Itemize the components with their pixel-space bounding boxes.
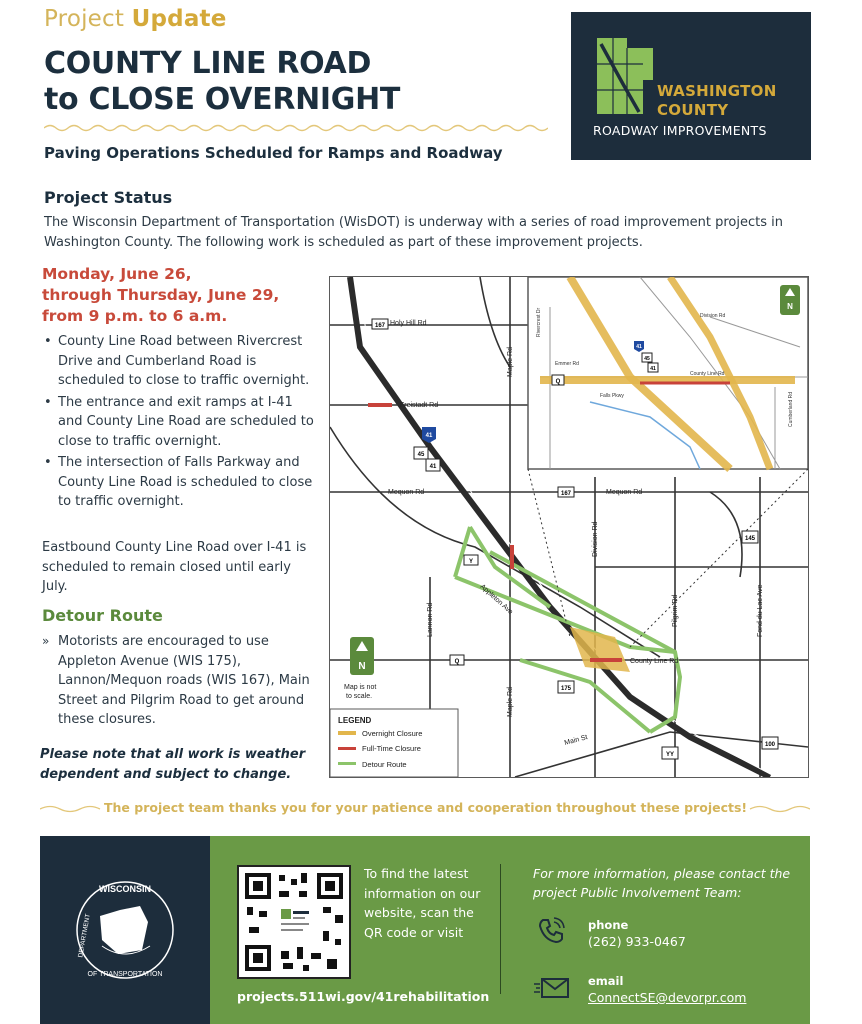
- title-line-2: to CLOSE OVERNIGHT: [44, 82, 401, 117]
- svg-text:Division Rd: Division Rd: [592, 521, 599, 557]
- thanks-message: The project team thanks you for your patience and cooperation throughout these projects!: [104, 800, 748, 815]
- svg-text:Pilgrim Rd: Pilgrim Rd: [672, 594, 679, 627]
- svg-text:Maple Rd: Maple Rd: [507, 687, 514, 717]
- inset-north-arrow-icon: [780, 285, 800, 315]
- project-website-link[interactable]: projects.511wi.gov/41rehabilitation: [237, 989, 490, 1004]
- svg-text:N: N: [358, 661, 366, 672]
- svg-text:Rivercrest Dr: Rivercrest Dr: [536, 307, 542, 337]
- schedule-dates: Monday, June 26, through Thursday, June 29, from 9 p.m. to 6 a.m.: [42, 265, 280, 325]
- closure-list: [44, 332, 316, 514]
- svg-text:Detour Route: Detour Route: [362, 760, 407, 769]
- svg-text:LEGEND: LEGEND: [338, 716, 372, 725]
- svg-text:Mequon Rd: Mequon Rd: [388, 489, 425, 496]
- svg-text:Division Rd: Division Rd: [700, 313, 726, 319]
- svg-text:DEPARTMENT: DEPARTMENT: [77, 913, 92, 959]
- washington-county-logo: [571, 12, 811, 160]
- logo-tagline: ROADWAY IMPROVEMENTS: [593, 123, 767, 138]
- svg-text:County Line Rd: County Line Rd: [630, 658, 679, 665]
- email-label: email: [588, 974, 624, 988]
- svg-text:41: 41: [650, 366, 656, 372]
- svg-text:YY: YY: [665, 752, 675, 758]
- svg-text:Lannon Rd: Lannon Rd: [427, 602, 434, 637]
- svg-text:Map is not: Map is not: [344, 684, 377, 691]
- email-icon: [534, 976, 570, 1000]
- svg-text:Mequon Rd: Mequon Rd: [606, 489, 643, 496]
- svg-text:100: 100: [764, 742, 776, 748]
- qr-code[interactable]: [237, 865, 351, 979]
- status-heading: Project Status: [44, 188, 173, 207]
- footer: [40, 836, 810, 1024]
- svg-text:Appleton Ave: Appleton Ave: [478, 583, 514, 617]
- svg-text:to scale.: to scale.: [346, 693, 373, 700]
- footer-divider: [500, 864, 501, 994]
- svg-text:WISCONSIN: WISCONSIN: [98, 884, 152, 894]
- svg-text:145: 145: [744, 536, 756, 542]
- logo-county-name: WASHINGTON COUNTY: [657, 82, 777, 119]
- overnight-closure-area: [570, 627, 630, 672]
- closure-item: • The entrance and exit ramps at I-41 and County Line Road are scheduled to close to traffic overnight.: [44, 393, 316, 452]
- wisdot-seal: [40, 836, 210, 1024]
- map-legend: [330, 709, 458, 777]
- phone-number[interactable]: (262) 933-0467: [588, 934, 686, 949]
- svg-text:County Line Rd: County Line Rd: [690, 371, 725, 377]
- svg-text:167: 167: [374, 323, 386, 329]
- title-line-1: COUNTY LINE ROAD: [44, 46, 372, 81]
- detour-heading: Detour Route: [42, 606, 163, 625]
- detour-map: [329, 276, 809, 778]
- svg-text:Fond du Lac Ave: Fond du Lac Ave: [757, 584, 764, 637]
- eastbound-note: Eastbound County Line Road over I-41 is scheduled to remain closed until early July.: [42, 540, 307, 594]
- svg-text:N: N: [787, 302, 793, 311]
- page-title: [44, 46, 400, 118]
- svg-text:OF TRANSPORTATION: OF TRANSPORTATION: [87, 971, 163, 978]
- chevron-right-icon: »: [42, 634, 50, 648]
- svg-text:41: 41: [425, 433, 433, 439]
- qr-instructions: To find the latest information on our website, scan the QR code or visit: [364, 866, 481, 940]
- wisdot-panel: [40, 836, 210, 1024]
- svg-text:Y: Y: [468, 559, 474, 565]
- decorative-wave: [44, 122, 548, 134]
- svg-text:Emmer Rd: Emmer Rd: [555, 361, 579, 367]
- svg-text:167: 167: [560, 491, 572, 497]
- north-arrow-icon: [350, 637, 374, 675]
- status-body: The Wisconsin Department of Transportation (WisDOT) is underway with a series of road improvement projects in Washington County. The following work is scheduled as part of these improvement projects.: [44, 215, 783, 250]
- inset-map: [528, 277, 808, 469]
- svg-text:Freistadt Rd: Freistadt Rd: [400, 402, 439, 409]
- detour-body: » Motorists are encouraged to use Appleton Avenue (WIS 175), Lannon/Mequon roads (WIS 167), Main Street and Pilgrim Road to get around these closures.: [42, 634, 310, 727]
- svg-text:Overnight Closure: Overnight Closure: [362, 729, 423, 738]
- email-address[interactable]: ConnectSE@devorpr.com: [588, 990, 747, 1005]
- closure-item: • County Line Road between Rivercrest Drive and Cumberland Road is scheduled to close to traffic overnight.: [44, 332, 316, 391]
- svg-text:Q: Q: [454, 659, 460, 665]
- svg-text:41: 41: [636, 344, 642, 350]
- contact-heading: For more information, please contact the project Public Involvement Team:: [533, 866, 791, 900]
- subtitle: Paving Operations Scheduled for Ramps and Roadway: [44, 144, 503, 162]
- svg-text:Cumberland Rd: Cumberland Rd: [788, 391, 794, 427]
- svg-text:Full-Time Closure: Full-Time Closure: [362, 744, 421, 753]
- svg-text:41: 41: [429, 464, 437, 470]
- svg-text:45: 45: [644, 356, 650, 362]
- phone-icon: [536, 916, 566, 946]
- svg-text:Q: Q: [555, 379, 561, 385]
- svg-text:Holy Hill Rd: Holy Hill Rd: [390, 320, 427, 327]
- county-map-icon: [593, 34, 657, 118]
- svg-text:Maple Rd: Maple Rd: [507, 347, 514, 377]
- svg-text:175: 175: [560, 686, 572, 692]
- svg-text:Falls Pkwy: Falls Pkwy: [600, 393, 624, 399]
- phone-label: phone: [588, 918, 629, 932]
- svg-text:Main St: Main St: [563, 734, 589, 747]
- svg-text:45: 45: [417, 452, 425, 458]
- project-update-kicker: Project Update: [44, 6, 227, 32]
- closure-item: • The intersection of Falls Parkway and County Line Road is scheduled to close to traffic overnight.: [44, 453, 316, 512]
- weather-note: Please note that all work is weather dependent and subject to change.: [40, 747, 306, 782]
